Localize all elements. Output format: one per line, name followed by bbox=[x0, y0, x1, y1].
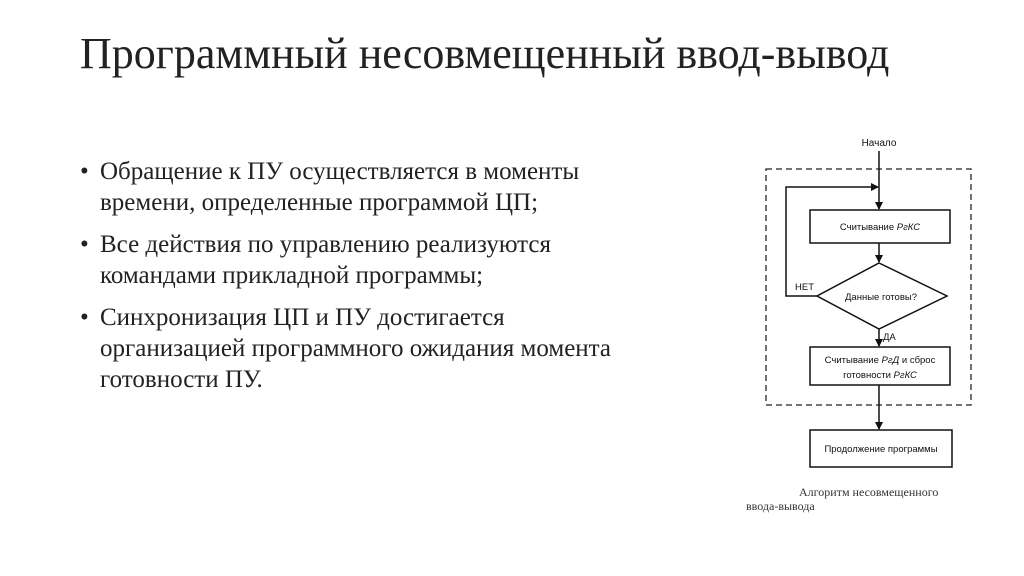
flowchart-diagram bbox=[740, 132, 980, 477]
read-data-line1: Считывание РгД и сброс bbox=[824, 355, 936, 366]
bullet-item: • Обращение к ПУ осуществляется в моменты времени, определенные программой ЦП; bbox=[78, 156, 638, 218]
yes-label: ДА bbox=[883, 332, 896, 343]
bullet-item: • Все действия по управлению реализуются командами прикладной программы; bbox=[78, 229, 638, 291]
start-label: Начало bbox=[861, 138, 897, 149]
slide-title: Программный несовмещенный ввод-вывод bbox=[80, 29, 890, 78]
decision-label: Данные готовы? bbox=[845, 292, 917, 303]
continue-label: Продолжение программы bbox=[824, 444, 938, 455]
flowchart-caption bbox=[746, 485, 986, 513]
read-data-line2: готовности РгКС bbox=[843, 370, 917, 381]
read-status-label: Считывание РгКС bbox=[839, 222, 921, 233]
caption-line-2: ввода-вывода bbox=[746, 499, 815, 513]
caption-line-1: Алгоритм несовмещенного bbox=[799, 485, 939, 499]
no-label: НЕТ bbox=[795, 282, 814, 293]
bullet-item: • Синхронизация ЦП и ПУ достигается организацией программного ожидания момента готовности ПУ. bbox=[78, 302, 638, 395]
bullet-list bbox=[78, 156, 638, 406]
